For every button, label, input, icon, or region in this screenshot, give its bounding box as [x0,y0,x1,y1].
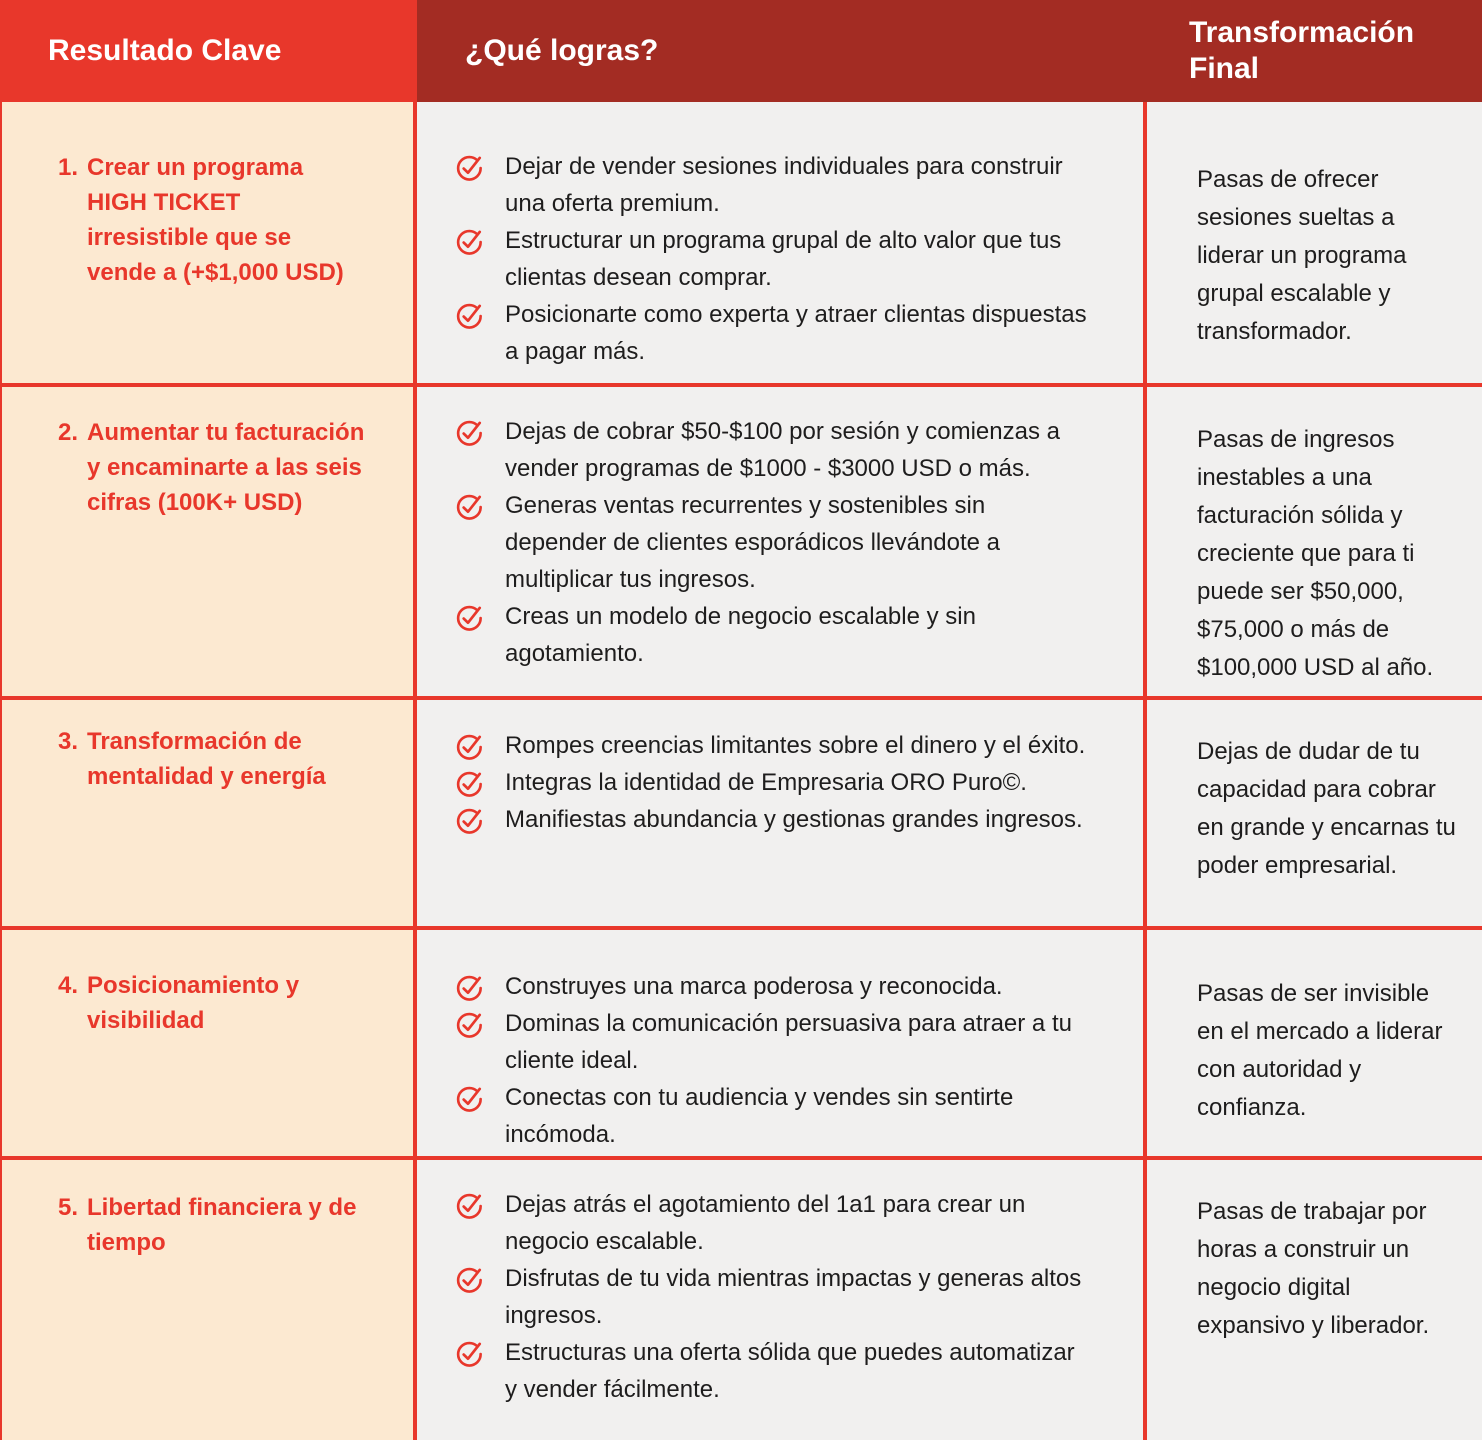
logro-text: Generas ventas recurrentes y sostenibles sin depender de clientes esporádicos llevándote a multiplicar tus ingresos. [505,492,1001,593]
logro-text: Dejas atrás el agotamiento del 1a1 para crear un negocio escalable. [505,1191,1026,1255]
list-item [455,1334,1101,1408]
table-row [2,102,1482,383]
list-item [455,968,1101,1005]
logro-text: Dejas de cobrar $50-$100 por sesión y comienzas a vender programas de $1000 - $3000 USD o más. [505,418,1060,482]
check-circle-icon [455,300,485,330]
transformacion-text: Pasas de ingresos inestables a una facturación sólida y creciente que para ti puede ser $50,000, $75,000 o más de $100,000 USD al año. [1197,426,1434,681]
transformacion-cell-3 [1147,700,1482,926]
logros-list [455,1186,1101,1408]
check-circle-icon [455,226,485,256]
transformacion-text: Pasas de ser invisible en el mercado a liderar con autoridad y confianza. [1197,980,1443,1121]
check-circle-icon [455,1190,485,1220]
table-row [2,930,1482,1156]
transformacion-text: Pasas de trabajar por horas a construir un negocio digital expansivo y liberador. [1197,1198,1430,1339]
logro-text: Dejar de vender sesiones individuales para construir una oferta premium. [505,153,1063,217]
table-row [2,1160,1482,1440]
logro-text: Conectas con tu audiencia y vendes sin sentirte incómoda. [505,1084,1014,1148]
check-circle-icon [455,417,485,447]
list-item [455,727,1101,764]
check-circle-icon [455,731,485,761]
header-resultado-clave [2,0,417,102]
transformacion-text: Pasas de ofrecer sesiones sueltas a liderar un programa grupal escalable y transformador. [1197,166,1407,345]
logro-text: Manifiestas abundancia y gestionas grandes ingresos. [505,806,1083,833]
table-row [2,700,1482,926]
list-item [455,1005,1101,1079]
resultado-text: Transformación de mentalidad y energía [87,728,326,790]
resultado-cell-2 [2,387,413,696]
row-number: 4. [58,972,79,999]
logros-list [455,968,1101,1153]
logro-text: Estructurar un programa grupal de alto valor que tus clientas desean comprar. [505,227,1062,291]
header-resultado-clave-label: Resultado Clave [48,34,282,67]
resultado-cell-5 [2,1160,413,1440]
check-circle-icon [455,152,485,182]
check-circle-icon [455,1083,485,1113]
transformacion-cell-2 [1147,387,1482,696]
check-circle-icon [455,1264,485,1294]
list-item [455,598,1101,672]
transformacion-text: Dejas de dudar de tu capacidad para cobrar en grande y encarnas tu poder empresarial. [1197,738,1456,879]
check-circle-icon [455,1338,485,1368]
row-number: 2. [58,419,79,446]
logros-list [455,148,1101,370]
logros-cell-1 [417,102,1143,383]
check-circle-icon [455,1009,485,1039]
logro-text: Rompes creencias limitantes sobre el dinero y el éxito. [505,732,1086,759]
row-number: 5. [58,1194,79,1221]
transformacion-cell-1 [1147,102,1482,383]
list-item [455,1186,1101,1260]
resultado-cell-4 [2,930,413,1156]
row-number: 3. [58,728,79,755]
transformacion-cell-5 [1147,1160,1482,1440]
resultado-text: Crear un programa HIGH TICKET irresistible que se vende a (+$1,000 USD) [87,154,344,286]
resultado-text: Aumentar tu facturación y encaminarte a las seis cifras (100K+ USD) [87,419,365,516]
logros-cell-2 [417,387,1143,696]
list-item [455,801,1101,838]
list-item [455,487,1101,598]
list-item [455,1079,1101,1153]
logros-cell-4 [417,930,1143,1156]
resultado-cell-1 [2,102,413,383]
logros-list [455,413,1101,672]
logro-text: Integras la identidad de Empresaria ORO Puro©. [505,769,1027,796]
list-item [455,764,1101,801]
list-item [455,148,1101,222]
logro-text: Disfrutas de tu vida mientras impactas y generas altos ingresos. [505,1265,1082,1329]
logros-list [455,727,1101,838]
logro-text: Creas un modelo de negocio escalable y sin agotamiento. [505,603,976,667]
header-que-logras [417,0,1147,102]
list-item [455,413,1101,487]
logros-cell-5 [417,1160,1143,1440]
resultado-cell-3 [2,700,413,926]
check-circle-icon [455,491,485,521]
logro-text: Estructuras una oferta sólida que puedes automatizar y vender fácilmente. [505,1339,1075,1403]
row-number: 1. [58,154,79,181]
check-circle-icon [455,972,485,1002]
logro-text: Dominas la comunicación persuasiva para atraer a tu cliente ideal. [505,1010,1072,1074]
list-item [455,296,1101,370]
check-circle-icon [455,805,485,835]
check-circle-icon [455,768,485,798]
header-transformacion-final [1147,0,1482,102]
table-row [2,387,1482,696]
resultado-text: Posicionamiento y visibilidad [87,972,300,1034]
logro-text: Construyes una marca poderosa y reconocida. [505,973,1003,1000]
header-que-logras-label: ¿Qué logras? [465,34,659,67]
transformacion-cell-4 [1147,930,1482,1156]
header-transformacion-final-label: Transformación Final [1189,16,1415,85]
list-item [455,222,1101,296]
check-circle-icon [455,602,485,632]
logro-text: Posicionarte como experta y atraer clientas dispuestas a pagar más. [505,301,1087,365]
resultado-text: Libertad financiera y de tiempo [87,1194,357,1256]
table-header-row [2,0,1482,102]
logros-cell-3 [417,700,1143,926]
list-item [455,1260,1101,1334]
